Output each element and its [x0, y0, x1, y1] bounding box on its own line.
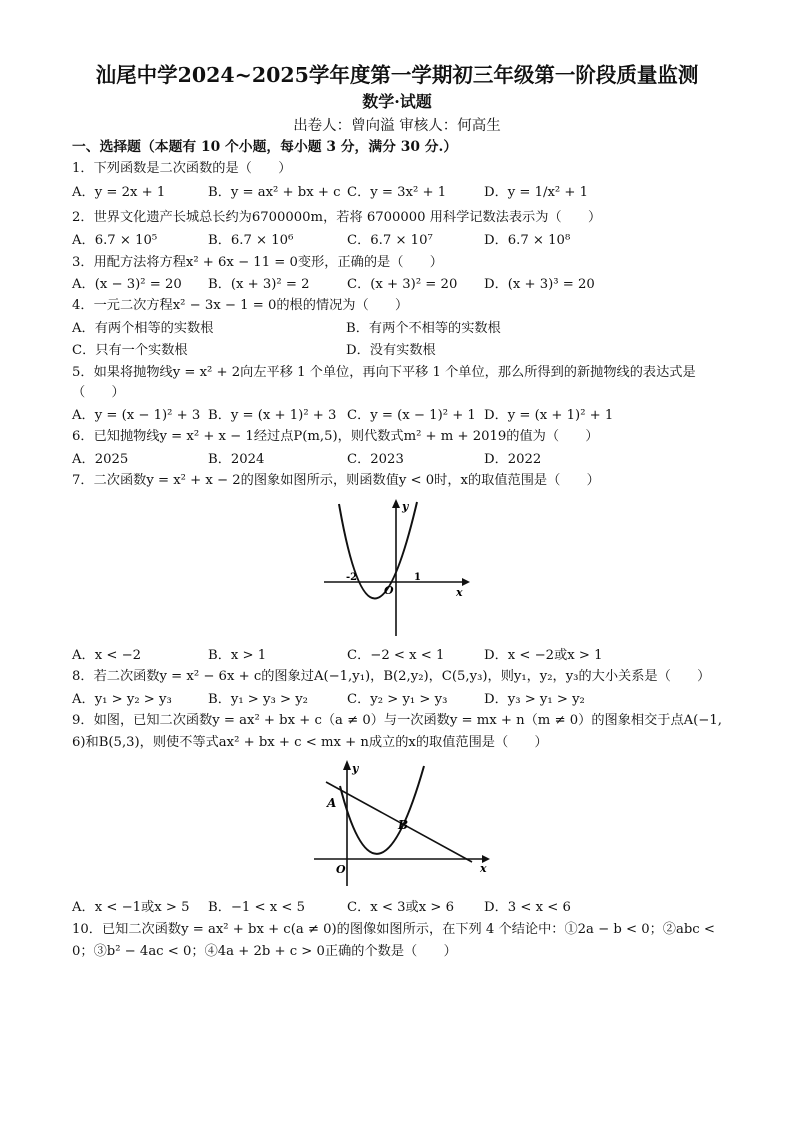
q9-label-x: x	[480, 862, 487, 875]
q8-option-a: A．y₁ > y₂ > y₃	[72, 692, 172, 707]
q4-option-b: B．有两个不相等的实数根	[346, 321, 501, 336]
q4-option-d: D．没有实数根	[346, 343, 436, 358]
q10-stem-cont: 0；③b² − 4ac < 0；④4a + 2b + c > 0正确的个数是（ ）	[72, 944, 457, 959]
q8-option-b: B．y₁ > y₃ > y₂	[208, 692, 308, 707]
q3-option-c: C．(x + 3)² = 20	[347, 277, 458, 292]
q7-label-o: O	[384, 584, 394, 597]
q1-option-b: B．y = ax² + bx + c	[208, 185, 341, 200]
q6-option-a: A．2025	[72, 452, 129, 467]
q4-stem: 4．一元二次方程x² − 3x − 1 = 0的根的情况为（ ）	[72, 298, 409, 313]
q9-label-b: B	[398, 818, 409, 832]
q10-stem: 10．已知二次函数y = ax² + bx + c(a ≠ 0)的图像如图所示，在下列 4 个结论中：①2a − b < 0；②abc <	[72, 922, 715, 937]
q3-option-d: D．(x + 3)³ = 20	[484, 277, 595, 292]
q9-stem-cont: 6)和B(5,3)，则使不等式ax² + bx + c < mx + n成立的x的取值范围是（ ）	[72, 735, 548, 750]
q3-option-b: B．(x + 3)² = 2	[208, 277, 310, 292]
q7-y-arrow	[392, 499, 400, 508]
exam-title: 汕尾中学2024~2025学年度第一学期初三年级第一阶段质量监测	[95, 63, 699, 87]
q4-option-c: C．只有一个实数根	[72, 343, 188, 358]
q1-option-d: D．y = 1/x² + 1	[484, 185, 589, 200]
q2-option-b: B．6.7 × 10⁶	[208, 233, 294, 248]
q9-option-b: B．−1 < x < 5	[208, 900, 306, 915]
q5-stem-cont: （ ）	[72, 385, 125, 400]
q2-option-a: A．6.7 × 10⁵	[72, 233, 158, 248]
q7-option-b: B．x > 1	[208, 648, 267, 663]
q8-stem: 8．若二次函数y = x² − 6x + c的图象过A(−1,y₁)，B(2,y₂)，C(5,y₃)，则y₁，y₂，y₃的大小关系是（ ）	[72, 669, 711, 684]
q1-stem: 1．下列函数是二次函数的是（ ）	[72, 161, 292, 176]
q7-stem: 7．二次函数y = x² + x − 2的图象如图所示，则函数值y < 0时，x的取值范围是（ ）	[72, 473, 600, 488]
q1-option-c: C．y = 3x² + 1	[347, 185, 447, 200]
q9-option-a: A．x < −1或x > 5	[72, 900, 190, 915]
q8-option-d: D．y₃ > y₁ > y₂	[484, 692, 585, 707]
q9-parabola	[340, 766, 424, 854]
exam-authors: 出卷人：曾向溢 审核人：何高生	[293, 118, 501, 134]
q8-option-c: C．y₂ > y₁ > y₃	[347, 692, 448, 707]
q7-label-y: y	[402, 500, 409, 513]
q7-label-x: x	[456, 586, 463, 599]
q9-label-o: O	[336, 863, 346, 876]
q7-parabola	[339, 502, 417, 599]
q5-stem: 5．如果将抛物线y = x² + 2向左平移 1 个单位，再向下平移 1 个单位，那么所得到的新抛物线的表达式是	[72, 365, 696, 380]
q7-parabola-graph	[322, 494, 472, 640]
q5-option-b: B．y = (x + 1)² + 3	[208, 408, 337, 423]
q9-option-c: C．x < 3或x > 6	[347, 900, 454, 915]
q6-stem: 6．已知抛物线y = x² + x − 1经过点P(m,5)，则代数式m² + m + 2019的值为（ ）	[72, 429, 599, 444]
q1-option-a: A．y = 2x + 1	[72, 185, 166, 200]
q7-label-neg2: -2	[346, 572, 358, 583]
q7-option-d: D．x < −2或x > 1	[484, 648, 603, 663]
q9-stem: 9．如图，已知二次函数y = ax² + bx + c（a ≠ 0）与一次函数y = mx + n（m ≠ 0）的图象相交于点A(−1,	[72, 713, 722, 728]
q6-option-c: C．2023	[347, 452, 404, 467]
q5-option-a: A．y = (x − 1)² + 3	[72, 408, 201, 423]
q7-label-one: 1	[414, 572, 421, 583]
q7-x-arrow	[462, 578, 470, 586]
q9-label-y: y	[352, 762, 359, 775]
q9-graph	[312, 756, 492, 890]
q7-option-c: C．−2 < x < 1	[347, 648, 445, 663]
q2-option-d: D．6.7 × 10⁸	[484, 233, 571, 248]
q6-option-b: B．2024	[208, 452, 265, 467]
q5-option-d: D．y = (x + 1)² + 1	[484, 408, 614, 423]
q6-option-d: D．2022	[484, 452, 542, 467]
q2-stem: 2．世界文化遗产长城总长约为6700000m，若将 6700000 用科学记数法表示为（ ）	[72, 210, 602, 225]
q9-label-a: A	[327, 796, 337, 810]
q5-option-c: C．y = (x − 1)² + 1	[347, 408, 476, 423]
q7-option-a: A．x < −2	[72, 648, 142, 663]
q3-option-a: A．(x − 3)² = 20	[72, 277, 182, 292]
q3-stem: 3．用配方法将方程x² + 6x − 11 = 0变形，正确的是（ ）	[72, 255, 443, 270]
section-heading: 一、选择题（本题有 10 个小题，每小题 3 分，满分 30 分.）	[72, 139, 458, 155]
q9-y-arrow	[343, 760, 351, 770]
q4-option-a: A．有两个相等的实数根	[72, 321, 214, 336]
q2-option-c: C．6.7 × 10⁷	[347, 233, 433, 248]
q9-option-d: D．3 < x < 6	[484, 900, 571, 915]
exam-subtitle: 数学·试题	[362, 92, 432, 111]
